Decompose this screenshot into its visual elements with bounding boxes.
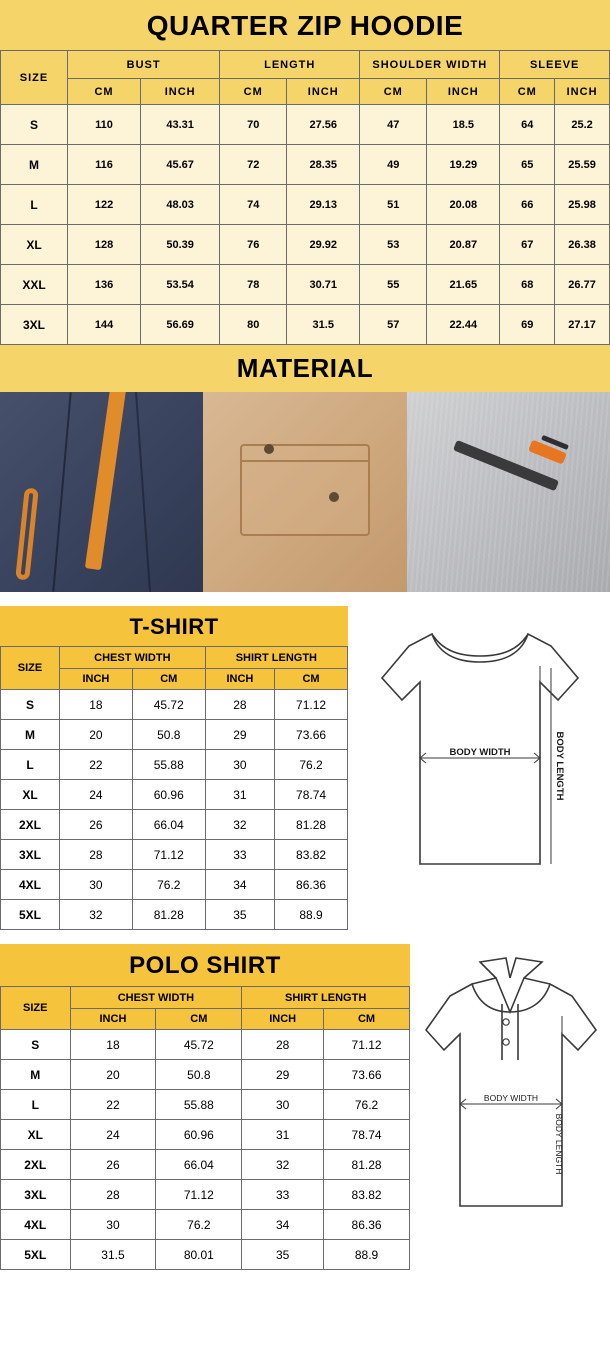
cell-sleeve-inch: 25.59 <box>555 145 610 185</box>
zipper-loop-icon <box>16 488 40 581</box>
cell-shoulder-inch: 22.44 <box>427 305 500 345</box>
cell-chest-cm: 71.12 <box>132 840 205 870</box>
cell-size: S <box>1 1030 71 1060</box>
cell-length-cm: 78 <box>220 265 287 305</box>
tshirt-diagram-panel <box>348 606 610 930</box>
cell-shoulder-cm: 55 <box>360 265 427 305</box>
polo-sub-chest-cm: CM <box>156 1009 242 1030</box>
cell-chest-inch: 28 <box>59 840 132 870</box>
table-row <box>1 810 348 840</box>
polo-title: POLO SHIRT <box>0 944 410 986</box>
tshirt-title: T-SHIRT <box>0 606 348 646</box>
tshirt-sub-length-cm: CM <box>275 669 348 690</box>
cell-length-inch: 31 <box>242 1120 324 1150</box>
cell-length-cm: 70 <box>220 105 287 145</box>
table-row <box>1 225 610 265</box>
spacer <box>0 930 610 944</box>
cell-length-inch: 35 <box>205 900 274 930</box>
tshirt-section <box>0 606 610 930</box>
seam-line-icon <box>52 392 71 591</box>
table-row <box>1 145 610 185</box>
polo-size-table <box>0 986 410 1270</box>
hoodie-header-length: LENGTH <box>220 51 360 79</box>
cell-shoulder-inch: 20.08 <box>427 185 500 225</box>
cell-chest-inch: 26 <box>59 810 132 840</box>
cell-bust-cm: 116 <box>67 145 140 185</box>
cell-chest-inch: 20 <box>70 1060 156 1090</box>
cell-size: 3XL <box>1 305 68 345</box>
hoodie-sub-shoulder-inch: INCH <box>427 79 500 105</box>
cell-chest-cm: 50.8 <box>132 720 205 750</box>
cell-length-inch: 30.71 <box>287 265 360 305</box>
cell-shoulder-inch: 18.5 <box>427 105 500 145</box>
polo-header-size: SIZE <box>1 987 71 1030</box>
tan-sleeve-pocket-photo <box>203 392 406 592</box>
cell-sleeve-cm: 67 <box>500 225 555 265</box>
pocket-flap-icon <box>240 440 370 462</box>
polo-body-length-label: BODY LENGTH <box>554 1113 564 1175</box>
tshirt-size-table <box>0 646 348 930</box>
cell-length-inch: 30 <box>242 1090 324 1120</box>
hoodie-header-sleeve: SLEEVE <box>500 51 610 79</box>
table-row <box>1 185 610 225</box>
hoodie-sub-sleeve-cm: CM <box>500 79 555 105</box>
cell-size: XL <box>1 780 60 810</box>
hoodie-sub-bust-inch: INCH <box>141 79 220 105</box>
cell-chest-cm: 76.2 <box>156 1210 242 1240</box>
cell-chest-cm: 45.72 <box>156 1030 242 1060</box>
cell-length-inch: 34 <box>242 1210 324 1240</box>
cell-length-cm: 80 <box>220 305 287 345</box>
tshirt-header-size: SIZE <box>1 647 60 690</box>
table-row <box>1 1120 410 1150</box>
cell-bust-inch: 45.67 <box>141 145 220 185</box>
cell-bust-cm: 128 <box>67 225 140 265</box>
cell-sleeve-inch: 26.77 <box>555 265 610 305</box>
tshirt-sub-chest-inch: INCH <box>59 669 132 690</box>
cell-chest-cm: 60.96 <box>156 1120 242 1150</box>
cell-chest-cm: 55.88 <box>132 750 205 780</box>
cell-shoulder-cm: 49 <box>360 145 427 185</box>
cell-bust-inch: 56.69 <box>141 305 220 345</box>
polo-sub-length-inch: INCH <box>242 1009 324 1030</box>
cell-sleeve-inch: 27.17 <box>555 305 610 345</box>
table-row <box>1 1180 410 1210</box>
hoodie-header-bust: BUST <box>67 51 219 79</box>
cell-length-inch: 30 <box>205 750 274 780</box>
polo-header-row <box>1 987 410 1009</box>
polo-sub-length-cm: CM <box>324 1009 410 1030</box>
cell-chest-inch: 20 <box>59 720 132 750</box>
cell-chest-cm: 76.2 <box>132 870 205 900</box>
cell-size: M <box>1 720 60 750</box>
cell-shoulder-inch: 19.29 <box>427 145 500 185</box>
hoodie-header-row <box>1 51 610 79</box>
tshirt-table-panel <box>0 606 348 930</box>
cell-chest-cm: 60.96 <box>132 780 205 810</box>
polo-diagram-panel <box>410 944 610 1270</box>
polo-header-chest-width: CHEST WIDTH <box>70 987 242 1009</box>
hoodie-sub-bust-cm: CM <box>67 79 140 105</box>
cell-chest-inch: 18 <box>70 1030 156 1060</box>
hoodie-sub-shoulder-cm: CM <box>360 79 427 105</box>
zipper-strap-icon <box>84 392 126 570</box>
cell-size: L <box>1 750 60 780</box>
cell-shoulder-inch: 20.87 <box>427 225 500 265</box>
navy-hoodie-zipper-photo <box>0 392 203 592</box>
cell-chest-cm: 45.72 <box>132 690 205 720</box>
hoodie-sub-sleeve-inch: INCH <box>555 79 610 105</box>
cell-bust-inch: 48.03 <box>141 185 220 225</box>
table-row <box>1 1090 410 1120</box>
cell-sleeve-inch: 25.98 <box>555 185 610 225</box>
table-row <box>1 1060 410 1090</box>
cell-chest-cm: 55.88 <box>156 1090 242 1120</box>
cell-length-cm: 83.82 <box>275 840 348 870</box>
cell-shoulder-cm: 57 <box>360 305 427 345</box>
cell-size: 3XL <box>1 1180 71 1210</box>
cell-length-cm: 76 <box>220 225 287 265</box>
cell-sleeve-cm: 64 <box>500 105 555 145</box>
cell-length-inch: 31.5 <box>287 305 360 345</box>
hoodie-size-table <box>0 50 610 345</box>
cell-size: 2XL <box>1 1150 71 1180</box>
cell-chest-cm: 50.8 <box>156 1060 242 1090</box>
polo-sub-chest-inch: INCH <box>70 1009 156 1030</box>
cell-chest-inch: 30 <box>59 870 132 900</box>
spacer <box>0 592 610 606</box>
cell-length-inch: 27.56 <box>287 105 360 145</box>
cell-length-cm: 86.36 <box>275 870 348 900</box>
polo-diagram-icon <box>410 944 610 1244</box>
cell-shoulder-inch: 21.65 <box>427 265 500 305</box>
table-row <box>1 750 348 780</box>
cell-size: L <box>1 1090 71 1120</box>
cell-length-cm: 72 <box>220 145 287 185</box>
cell-size: 2XL <box>1 810 60 840</box>
tshirt-body-width-label: BODY WIDTH <box>449 747 511 758</box>
cell-size: 3XL <box>1 840 60 870</box>
cell-length-cm: 88.9 <box>275 900 348 930</box>
cell-length-cm: 73.66 <box>324 1060 410 1090</box>
cell-length-inch: 29.92 <box>287 225 360 265</box>
cell-length-inch: 34 <box>205 870 274 900</box>
cell-size: XL <box>1 225 68 265</box>
cell-sleeve-cm: 69 <box>500 305 555 345</box>
table-row <box>1 690 348 720</box>
cell-bust-cm: 110 <box>67 105 140 145</box>
cell-length-cm: 76.2 <box>324 1090 410 1120</box>
cell-length-inch: 29 <box>242 1060 324 1090</box>
table-row <box>1 105 610 145</box>
cell-sleeve-cm: 65 <box>500 145 555 185</box>
cell-chest-inch: 28 <box>70 1180 156 1210</box>
hoodie-sub-length-inch: INCH <box>287 79 360 105</box>
table-row <box>1 720 348 750</box>
table-row <box>1 780 348 810</box>
cell-size: S <box>1 105 68 145</box>
cell-shoulder-cm: 51 <box>360 185 427 225</box>
seam-line-icon <box>135 392 151 592</box>
cell-bust-cm: 136 <box>67 265 140 305</box>
cell-chest-inch: 24 <box>70 1120 156 1150</box>
hoodie-subheader-row <box>1 79 610 105</box>
table-row <box>1 1150 410 1180</box>
cell-length-cm: 83.82 <box>324 1180 410 1210</box>
cell-size: M <box>1 1060 71 1090</box>
cell-chest-cm: 80.01 <box>156 1240 242 1270</box>
cell-size: 4XL <box>1 870 60 900</box>
cell-chest-cm: 66.04 <box>156 1150 242 1180</box>
cell-bust-cm: 144 <box>67 305 140 345</box>
cell-length-inch: 32 <box>205 810 274 840</box>
table-row <box>1 1210 410 1240</box>
cell-length-cm: 86.36 <box>324 1210 410 1240</box>
tshirt-diagram-icon <box>354 606 604 906</box>
cell-chest-cm: 71.12 <box>156 1180 242 1210</box>
cell-length-cm: 78.74 <box>275 780 348 810</box>
tshirt-sub-chest-cm: CM <box>132 669 205 690</box>
cell-chest-inch: 18 <box>59 690 132 720</box>
polo-section <box>0 944 610 1270</box>
cell-chest-inch: 32 <box>59 900 132 930</box>
cell-chest-inch: 31.5 <box>70 1240 156 1270</box>
table-row <box>1 1240 410 1270</box>
hoodie-title: QUARTER ZIP HOODIE <box>0 0 610 50</box>
tshirt-body-length-label: BODY LENGTH <box>554 731 565 801</box>
cell-length-cm: 78.74 <box>324 1120 410 1150</box>
cell-bust-inch: 50.39 <box>141 225 220 265</box>
hoodie-header-shoulder-width: SHOULDER WIDTH <box>360 51 500 79</box>
cell-length-cm: 81.28 <box>275 810 348 840</box>
cell-length-cm: 71.12 <box>275 690 348 720</box>
polo-header-shirt-length: SHIRT LENGTH <box>242 987 410 1009</box>
hoodie-section <box>0 0 610 392</box>
cell-length-inch: 28.35 <box>287 145 360 185</box>
cell-sleeve-cm: 66 <box>500 185 555 225</box>
cell-sleeve-inch: 25.2 <box>555 105 610 145</box>
cell-length-inch: 31 <box>205 780 274 810</box>
cell-chest-inch: 30 <box>70 1210 156 1240</box>
cell-size: XXL <box>1 265 68 305</box>
cell-size: S <box>1 690 60 720</box>
cell-shoulder-cm: 53 <box>360 225 427 265</box>
cell-bust-cm: 122 <box>67 185 140 225</box>
cell-sleeve-cm: 68 <box>500 265 555 305</box>
cell-length-cm: 88.9 <box>324 1240 410 1270</box>
table-row <box>1 870 348 900</box>
cell-length-inch: 32 <box>242 1150 324 1180</box>
cell-length-cm: 71.12 <box>324 1030 410 1060</box>
cell-chest-cm: 66.04 <box>132 810 205 840</box>
table-row <box>1 900 348 930</box>
cell-length-inch: 29.13 <box>287 185 360 225</box>
cell-length-inch: 33 <box>205 840 274 870</box>
cell-chest-inch: 24 <box>59 780 132 810</box>
tshirt-header-row <box>1 647 348 669</box>
cell-length-inch: 28 <box>242 1030 324 1060</box>
tshirt-header-chest-width: CHEST WIDTH <box>59 647 205 669</box>
cell-size: XL <box>1 1120 71 1150</box>
heather-texture <box>407 392 610 592</box>
cell-shoulder-cm: 47 <box>360 105 427 145</box>
cell-chest-inch: 22 <box>70 1090 156 1120</box>
material-photo-strip <box>0 392 610 592</box>
cell-chest-inch: 26 <box>70 1150 156 1180</box>
grey-pen-pocket-photo <box>407 392 610 592</box>
tshirt-header-shirt-length: SHIRT LENGTH <box>205 647 347 669</box>
cell-length-cm: 76.2 <box>275 750 348 780</box>
cell-length-inch: 33 <box>242 1180 324 1210</box>
cell-bust-inch: 53.54 <box>141 265 220 305</box>
cell-length-cm: 73.66 <box>275 720 348 750</box>
table-row <box>1 305 610 345</box>
cell-size: M <box>1 145 68 185</box>
cell-length-cm: 81.28 <box>324 1150 410 1180</box>
polo-table-panel <box>0 944 410 1270</box>
table-row <box>1 265 610 305</box>
cell-size: 5XL <box>1 900 60 930</box>
polo-body-width-label: BODY WIDTH <box>483 1093 539 1103</box>
cell-chest-cm: 81.28 <box>132 900 205 930</box>
cell-length-inch: 35 <box>242 1240 324 1270</box>
hoodie-header-size: SIZE <box>1 51 68 105</box>
tshirt-sub-length-inch: INCH <box>205 669 274 690</box>
cell-size: 4XL <box>1 1210 71 1240</box>
material-title: MATERIAL <box>0 345 610 392</box>
cell-length-inch: 28 <box>205 690 274 720</box>
cell-length-cm: 74 <box>220 185 287 225</box>
cell-bust-inch: 43.31 <box>141 105 220 145</box>
hoodie-sub-length-cm: CM <box>220 79 287 105</box>
cell-size: L <box>1 185 68 225</box>
cell-length-inch: 29 <box>205 720 274 750</box>
cell-sleeve-inch: 26.38 <box>555 225 610 265</box>
table-row <box>1 1030 410 1060</box>
cell-size: 5XL <box>1 1240 71 1270</box>
cell-chest-inch: 22 <box>59 750 132 780</box>
table-row <box>1 840 348 870</box>
